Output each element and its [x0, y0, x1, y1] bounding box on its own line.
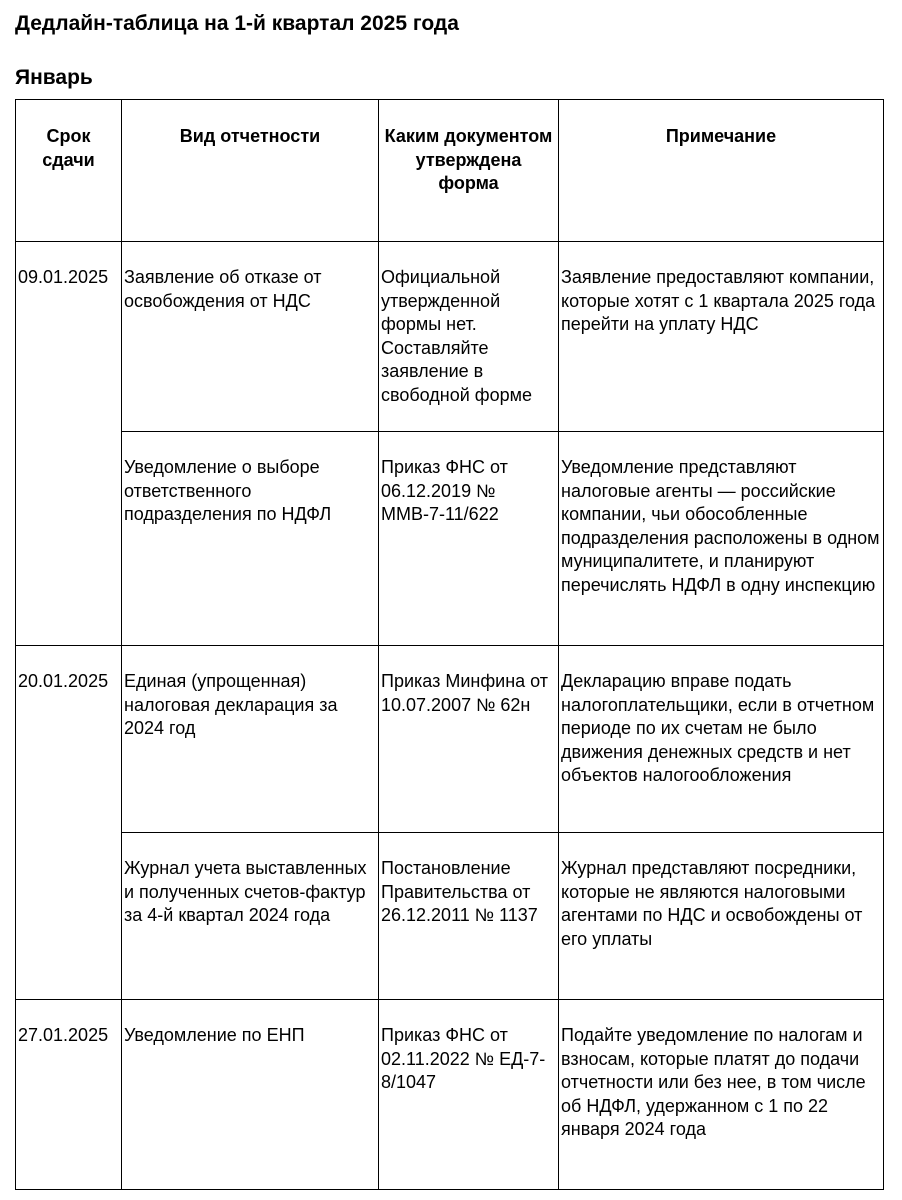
document-title: Дедлайн-таблица на 1-й квартал 2025 года [15, 12, 459, 35]
header-deadline: Срок сдачи [16, 100, 122, 242]
approving-document: Постановление Правительства от 26.12.2011 № 1137 [379, 833, 559, 1000]
header-approving-document: Каким документом утверждена форма [379, 100, 559, 242]
report-note: Журнал представляют посредники, которые не являются налоговыми агентами по НДС и освобождены от его уплаты [559, 833, 884, 1000]
table-row [16, 1000, 884, 1190]
approving-document: Приказ ФНС от 06.12.2019 № ММВ-7-11/622 [379, 432, 559, 646]
report-note: Уведомление представляют налоговые агенты — российские компании, чьи обособленные подразделения расположены в одном муниципалитете, и планируют перечислять НДФЛ в одну инспекцию [559, 432, 884, 646]
report-note: Заявление предоставляют компании, которые хотят с 1 квартала 2025 года перейти на уплату НДС [559, 242, 884, 432]
table-row [16, 833, 884, 1000]
approving-document: Официальной утвержденной формы нет. Составляйте заявление в свободной форме [379, 242, 559, 432]
deadline-date: 27.01.2025 [16, 1000, 122, 1190]
table-header-row [16, 100, 884, 242]
table-row [16, 432, 884, 646]
approving-document: Приказ Минфина от 10.07.2007 № 62н [379, 646, 559, 833]
report-note: Декларацию вправе подать налогоплательщики, если в отчетном периоде по их счетам не было движения денежных средств и нет объектов налогообложения [559, 646, 884, 833]
header-report-type: Вид отчетности [122, 100, 379, 242]
deadline-date: 09.01.2025 [16, 242, 122, 646]
report-type: Заявление об отказе от освобождения от НДС [122, 242, 379, 432]
table-row [16, 646, 884, 833]
report-type: Уведомление по ЕНП [122, 1000, 379, 1190]
approving-document: Приказ ФНС от 02.11.2022 № ЕД-7-8/1047 [379, 1000, 559, 1190]
header-note: Примечание [559, 100, 884, 242]
report-note: Подайте уведомление по налогам и взносам, которые платят до подачи отчетности или без нее, в том числе об НДФЛ, удержанном с 1 по 22 января 2024 года [559, 1000, 884, 1190]
table-row [16, 242, 884, 432]
month-heading: Январь [15, 66, 93, 89]
deadline-date: 20.01.2025 [16, 646, 122, 1000]
report-type: Уведомление о выборе ответственного подразделения по НДФЛ [122, 432, 379, 646]
report-type: Журнал учета выставленных и полученных счетов-фактур за 4-й квартал 2024 года [122, 833, 379, 1000]
deadline-table [15, 99, 884, 1190]
report-type: Единая (упрощенная) налоговая декларация за 2024 год [122, 646, 379, 833]
